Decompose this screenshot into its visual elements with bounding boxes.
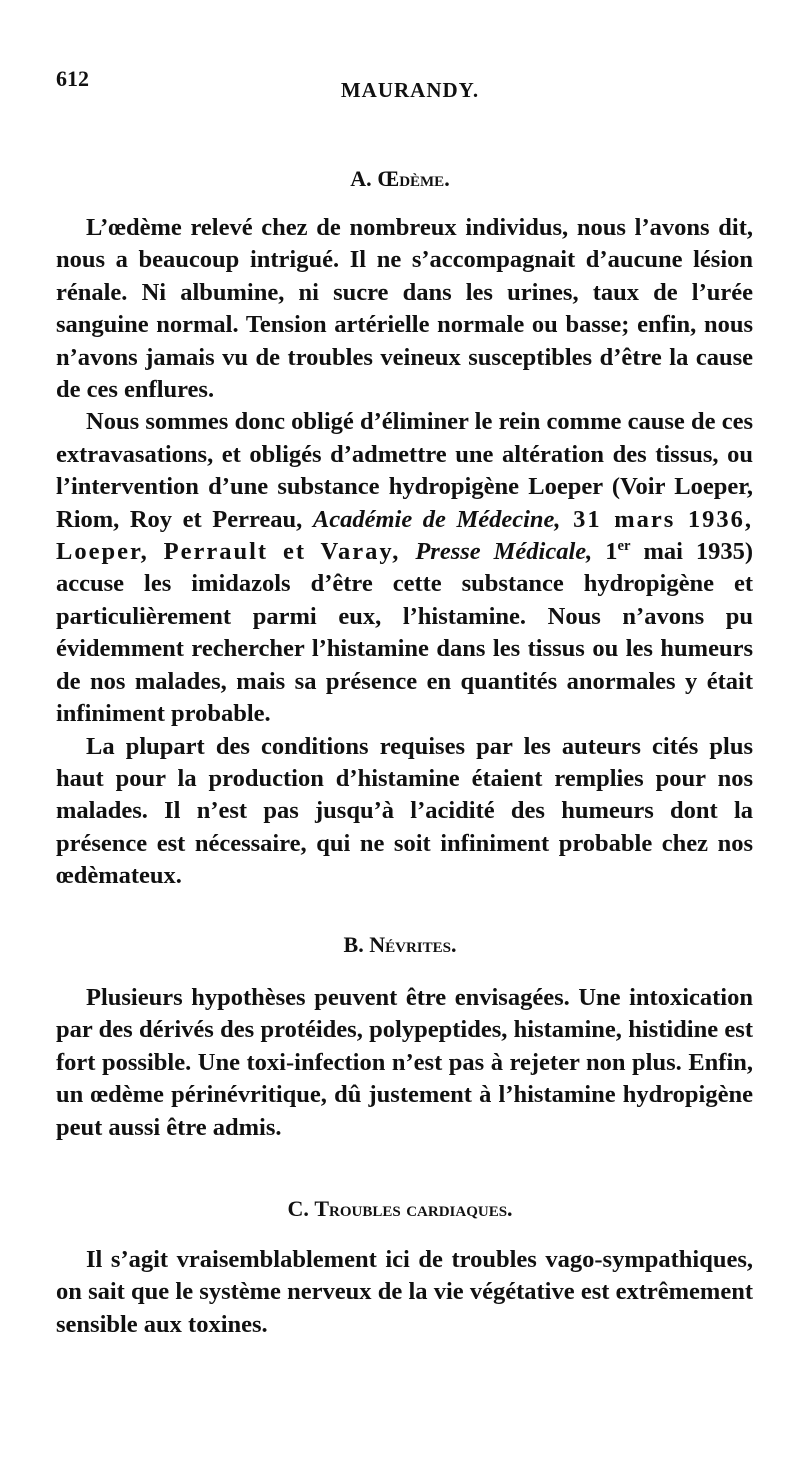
section-b-heading (0, 932, 800, 958)
reference-presse: Presse Médicale, (415, 538, 593, 566)
section-c-letter: C. (287, 1196, 309, 1221)
section-c-heading (0, 1196, 800, 1222)
running-head: MAURANDY. (340, 78, 480, 102)
section-c-body (56, 1244, 753, 1341)
paragraph-text: 31 mars 1936, Loeper, Perrault et Varay, (56, 505, 753, 566)
paragraph: L’œdème relevé chez de nombreux individus, nous l’avons dit, nous a beaucoup intrigué. Il ne s’accompagnait d’aucune lésion rénale. Ni albumine, ni sucre dans les urines, taux de l’urée sanguine normal. Tension artérielle normale ou basse; enfin, nous n’avons jamais vu de troubles veineux susceptibles d’être la cause de ces enflures. (56, 214, 753, 404)
paragraph-with-references (56, 406, 753, 730)
section-a-body (56, 212, 753, 893)
section-a-letter: A. (350, 166, 372, 191)
paragraph: Il s’agit vraisemblablement ici de troubles vago-sympathiques, on sait que le système nerveux de la vie végétative est extrêmement sensible aux toxines. (56, 1246, 753, 1338)
section-a-heading (0, 166, 800, 192)
paragraph: Plusieurs hypothèses peuvent être envisagées. Une intoxication par des dérivés des protéides, polypeptides, histamine, histidine est fort possible. Une toxi-infection n’est pas à rejeter non plus. Enfin, un œdème périnévritique, dû justement à l’histamine hydropigène peut aussi être admis. (56, 984, 753, 1141)
page-number: 612 (56, 66, 89, 91)
section-b-body (56, 982, 753, 1144)
section-b-letter: B. (343, 932, 364, 957)
paragraph-text: mai 1935) accuse les imidazols d’être cette substance hydropigène et particulièrement parmi eux, l’histamine. Nous n’avons pu évidemment rechercher l’histamine dans les tissus ou les humeurs de nos malades, mais sa présence en quantités anormales y était infiniment probable. (56, 538, 754, 728)
ordinal-superscript: er (617, 537, 631, 554)
section-b-title: Névrites. (369, 932, 457, 957)
paragraph: La plupart des conditions requises par les auteurs cités plus haut pour la production d’histamine étaient remplies pour nos malades. Il n’est pas jusqu’à l’acidité des humeurs dont la présence est nécessaire, qui ne soit infiniment probable chez nos œdèmateux. (56, 732, 753, 890)
reference-academie: Académie de Médecine, (312, 505, 561, 533)
paragraph-text: Nous sommes donc obligé d’éliminer le rein comme cause de ces extravasations, et obligés d’admettre une altération des tissus, ou l’intervention d’une substance hydropigène Loeper (Voir Loeper, Riom, Roy et Perreau, (56, 408, 753, 533)
section-c-title: Troubles cardiaques. (314, 1196, 513, 1221)
section-a-title: Œdème. (377, 166, 450, 191)
paragraph-text: 1 (592, 538, 618, 566)
